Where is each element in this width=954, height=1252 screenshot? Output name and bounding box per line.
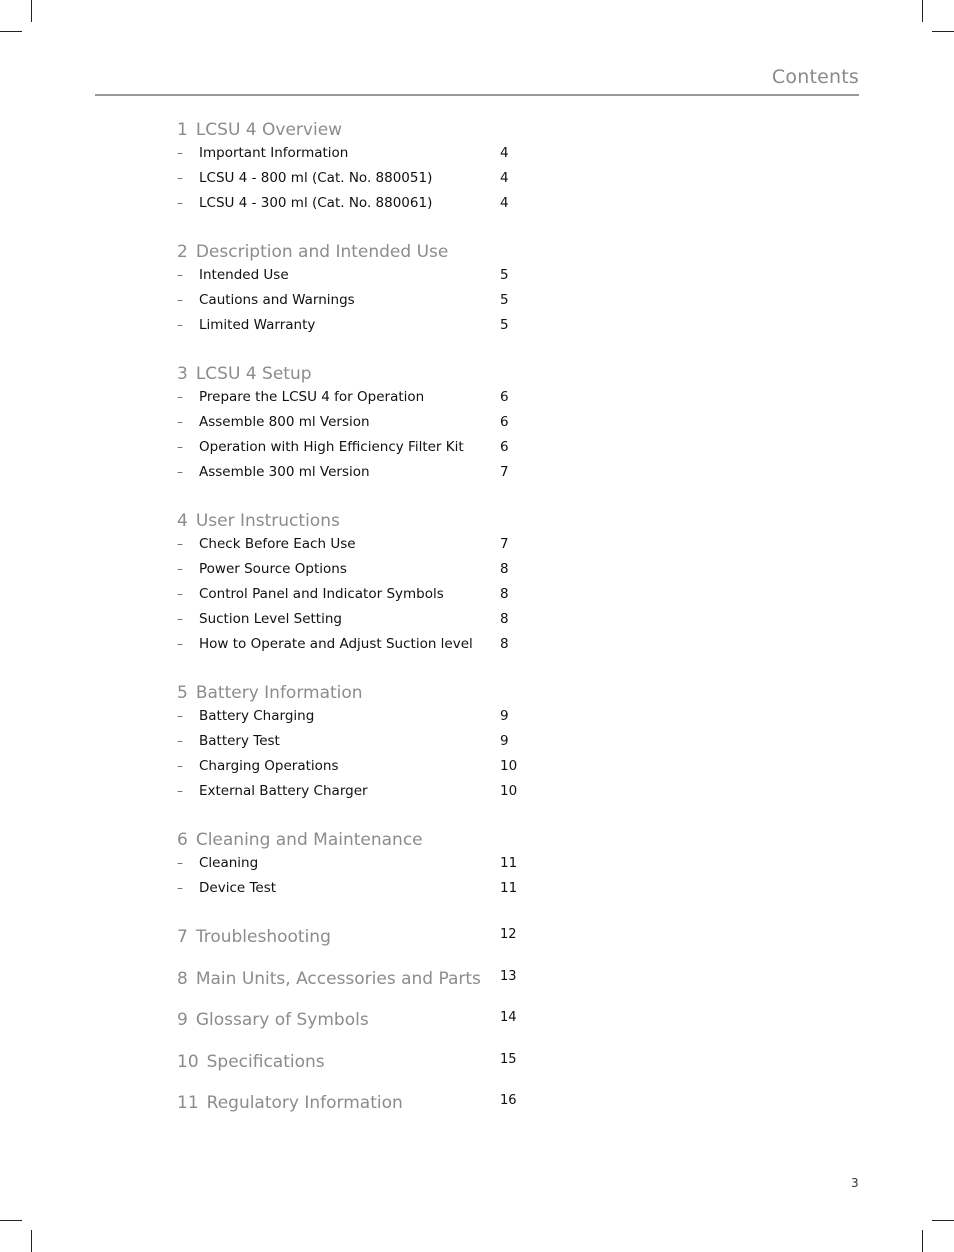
chapter-title: Troubleshooting bbox=[195, 927, 331, 947]
toc-chapter bbox=[177, 927, 537, 969]
header-divider bbox=[95, 94, 859, 96]
entry-page-number: 10 bbox=[500, 758, 518, 774]
crop-mark bbox=[0, 1220, 22, 1221]
entry-label: Battery Test bbox=[199, 733, 280, 749]
dash-bullet: – bbox=[177, 612, 183, 626]
chapter-page-number: 15 bbox=[500, 1051, 517, 1067]
dash-bullet: – bbox=[177, 537, 183, 551]
chapter-number: 3 bbox=[177, 364, 188, 384]
chapter-number: 8 bbox=[177, 968, 188, 989]
chapter-title: LCSU 4 Setup bbox=[195, 364, 312, 384]
entry-page-number: 5 bbox=[500, 267, 509, 283]
entry-page-number: 9 bbox=[500, 708, 509, 724]
toc-chapter bbox=[177, 683, 537, 808]
entry-label: Cautions and Warnings bbox=[199, 292, 355, 308]
chapter-heading[interactable] bbox=[177, 927, 537, 969]
dash-bullet: – bbox=[177, 637, 183, 651]
toc-entry[interactable] bbox=[177, 636, 537, 661]
toc-entry[interactable] bbox=[177, 464, 537, 489]
toc-entry[interactable] bbox=[177, 611, 537, 636]
toc-entry[interactable] bbox=[177, 145, 537, 170]
entry-page-number: 6 bbox=[500, 414, 509, 430]
entry-page-number: 6 bbox=[500, 439, 509, 455]
toc-entry[interactable] bbox=[177, 536, 537, 561]
toc-entry[interactable] bbox=[177, 292, 537, 317]
chapter-number: 5 bbox=[177, 683, 188, 703]
toc-chapter bbox=[177, 120, 537, 220]
toc-chapter bbox=[177, 242, 537, 342]
page-number: 3 bbox=[851, 1176, 859, 1190]
toc-entry[interactable] bbox=[177, 855, 537, 880]
chapter-heading[interactable] bbox=[177, 1010, 537, 1052]
dash-bullet: – bbox=[177, 562, 183, 576]
chapter-title: Glossary of Symbols bbox=[195, 1010, 369, 1030]
entry-label: Check Before Each Use bbox=[199, 536, 356, 552]
entry-page-number: 11 bbox=[500, 855, 518, 871]
dash-bullet: – bbox=[177, 734, 183, 748]
chapter-heading[interactable] bbox=[177, 683, 537, 708]
chapter-number: 9 bbox=[177, 1010, 188, 1030]
entry-page-number: 5 bbox=[500, 292, 509, 308]
entry-label: LCSU 4 - 800 ml (Cat. No. 880051) bbox=[199, 170, 433, 186]
entry-page-number: 6 bbox=[500, 389, 509, 405]
chapter-title: Specifications bbox=[206, 1051, 325, 1072]
entry-label: Power Source Options bbox=[199, 561, 347, 577]
crop-mark bbox=[922, 0, 923, 22]
chapter-number: 4 bbox=[177, 511, 188, 531]
chapter-heading[interactable] bbox=[177, 1052, 537, 1094]
dash-bullet: – bbox=[177, 587, 183, 601]
entry-label: Battery Charging bbox=[199, 708, 315, 724]
toc-entry[interactable] bbox=[177, 170, 537, 195]
chapter-title: Description and Intended Use bbox=[195, 242, 449, 262]
dash-bullet: – bbox=[177, 146, 183, 160]
crop-mark bbox=[922, 1230, 923, 1252]
toc-chapter bbox=[177, 830, 537, 905]
dash-bullet: – bbox=[177, 856, 183, 870]
crop-mark bbox=[31, 0, 32, 22]
dash-bullet: – bbox=[177, 759, 183, 773]
entry-label: Intended Use bbox=[199, 267, 289, 283]
entry-page-number: 8 bbox=[500, 561, 509, 577]
chapter-number: 2 bbox=[177, 242, 188, 262]
chapter-heading[interactable] bbox=[177, 120, 537, 145]
entry-label: Device Test bbox=[199, 880, 277, 896]
dash-bullet: – bbox=[177, 318, 183, 332]
crop-mark bbox=[932, 1220, 954, 1221]
entry-page-number: 9 bbox=[500, 733, 509, 749]
entry-page-number: 8 bbox=[500, 586, 509, 602]
toc-entry[interactable] bbox=[177, 708, 537, 733]
entry-label: Charging Operations bbox=[199, 758, 339, 774]
chapter-heading[interactable] bbox=[177, 830, 537, 855]
crop-mark bbox=[932, 31, 954, 32]
page-title: Contents bbox=[771, 66, 859, 88]
chapter-title: Main Units, Accessories and Parts bbox=[195, 968, 481, 989]
dash-bullet: – bbox=[177, 709, 183, 723]
chapter-number: 7 bbox=[177, 927, 188, 947]
chapter-heading[interactable] bbox=[177, 242, 537, 267]
chapter-heading[interactable] bbox=[177, 364, 537, 389]
toc-chapter bbox=[177, 364, 537, 489]
entry-label: Prepare the LCSU 4 for Operation bbox=[199, 389, 425, 405]
entry-page-number: 4 bbox=[500, 170, 509, 186]
entry-page-number: 7 bbox=[500, 536, 509, 552]
dash-bullet: – bbox=[177, 293, 183, 307]
entry-page-number: 8 bbox=[500, 611, 509, 627]
entry-label: LCSU 4 - 300 ml (Cat. No. 880061) bbox=[199, 195, 433, 211]
toc-entry[interactable] bbox=[177, 389, 537, 414]
dash-bullet: – bbox=[177, 390, 183, 404]
chapter-title: LCSU 4 Overview bbox=[195, 120, 343, 140]
chapter-page-number: 16 bbox=[500, 1093, 517, 1108]
chapter-title: Battery Information bbox=[195, 683, 363, 703]
entry-label: External Battery Charger bbox=[199, 783, 368, 799]
toc-entry[interactable] bbox=[177, 783, 537, 808]
toc-entry[interactable] bbox=[177, 267, 537, 292]
toc-entry[interactable] bbox=[177, 317, 537, 342]
dash-bullet: – bbox=[177, 171, 183, 185]
dash-bullet: – bbox=[177, 415, 183, 429]
dash-bullet: – bbox=[177, 440, 183, 454]
chapter-heading[interactable] bbox=[177, 511, 537, 536]
chapter-page-number: 14 bbox=[500, 1010, 517, 1025]
entry-label: Assemble 300 ml Version bbox=[199, 464, 370, 480]
crop-mark bbox=[0, 31, 22, 32]
toc-entry[interactable] bbox=[177, 586, 537, 611]
chapter-page-number: 12 bbox=[500, 927, 517, 942]
entry-page-number: 11 bbox=[500, 880, 518, 896]
toc-chapter bbox=[177, 969, 537, 1011]
entry-label: Cleaning bbox=[199, 855, 259, 871]
entry-label: Control Panel and Indicator Symbols bbox=[199, 586, 444, 602]
chapter-number: 11 bbox=[177, 1093, 199, 1113]
entry-label: Limited Warranty bbox=[199, 317, 316, 333]
entry-page-number: 4 bbox=[500, 145, 509, 161]
entry-label: Suction Level Setting bbox=[199, 611, 342, 627]
table-of-contents bbox=[177, 120, 537, 1135]
toc-entry[interactable] bbox=[177, 195, 537, 220]
dash-bullet: – bbox=[177, 784, 183, 798]
entry-page-number: 8 bbox=[500, 636, 509, 652]
crop-mark bbox=[31, 1230, 32, 1252]
chapter-heading[interactable] bbox=[177, 1093, 537, 1135]
chapter-title: Cleaning and Maintenance bbox=[195, 830, 423, 850]
toc-entry[interactable] bbox=[177, 733, 537, 758]
chapter-page-number: 13 bbox=[500, 968, 517, 984]
dash-bullet: – bbox=[177, 881, 183, 895]
toc-chapter bbox=[177, 1093, 537, 1135]
entry-page-number: 7 bbox=[500, 464, 509, 480]
toc-chapter bbox=[177, 1052, 537, 1094]
entry-page-number: 4 bbox=[500, 195, 509, 211]
toc-chapter bbox=[177, 1010, 537, 1052]
chapter-title: User Instructions bbox=[195, 511, 340, 531]
entry-label: How to Operate and Adjust Suction level bbox=[199, 636, 473, 652]
entry-label: Operation with High Efficiency Filter Kit bbox=[199, 439, 464, 455]
chapter-heading[interactable] bbox=[177, 969, 537, 1011]
chapter-number: 6 bbox=[177, 830, 188, 850]
dash-bullet: – bbox=[177, 268, 183, 282]
chapter-number: 1 bbox=[177, 120, 188, 140]
toc-entry[interactable] bbox=[177, 758, 537, 783]
entry-label: Important Information bbox=[199, 145, 349, 161]
entry-label: Assemble 800 ml Version bbox=[199, 414, 370, 430]
toc-chapter bbox=[177, 511, 537, 661]
chapter-title: Regulatory Information bbox=[206, 1093, 403, 1113]
toc-entry[interactable] bbox=[177, 439, 537, 464]
chapter-number: 10 bbox=[177, 1051, 199, 1072]
dash-bullet: – bbox=[177, 196, 183, 210]
dash-bullet: – bbox=[177, 465, 183, 479]
entry-page-number: 5 bbox=[500, 317, 509, 333]
toc-entry[interactable] bbox=[177, 880, 537, 905]
toc-entry[interactable] bbox=[177, 561, 537, 586]
entry-page-number: 10 bbox=[500, 783, 518, 799]
toc-entry[interactable] bbox=[177, 414, 537, 439]
